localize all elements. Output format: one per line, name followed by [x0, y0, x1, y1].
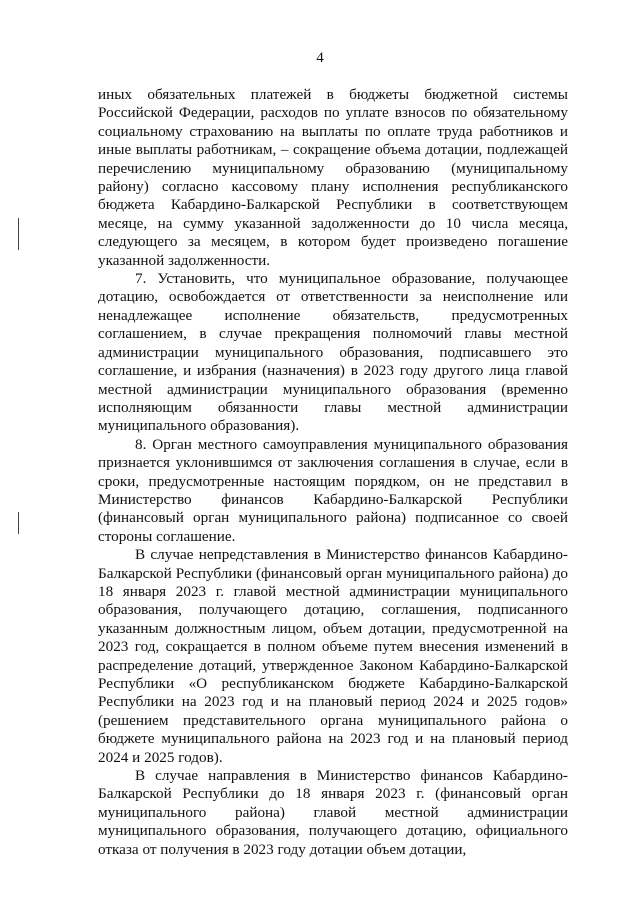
paragraph-continuation: иных обязательных платежей в бюджеты бюджетной системы Российской Федерации, расходов по уплате взносов по обязательному социальному страхованию на выплаты по оплате труда работников и иные выплаты работникам, – сокращение объема дотации, подлежащей перечислению муниципальному образованию (муниципальному району) согласно кассовому плану исполнения республиканского бюджета Кабардино-Балкарской Республики в соответствующем месяце, на сумму указанной задолженности до 10 числа месяца, следующего за месяцем, в котором будет произведено погашение указанной задолженности. [98, 86, 568, 269]
margin-mark [18, 218, 19, 250]
page-number: 4 [316, 50, 324, 66]
paragraph-refusal: В случае направления в Министерство финансов Кабардино-Балкарской Республики до 18 января 2023 г. (финансовый орган муниципального района) главой местной администрации муниципального образования, получающего дотацию, официального отказа от получения в 2023 году дотации объем дотации, [98, 767, 568, 858]
paragraph-item-8: 8. Орган местного самоуправления муниципального образования признается уклонившимся от заключения соглашения в случае, если в сроки, предусмотренные настоящим порядком, он не представил в Министерство финансов Кабардино-Балкарской Республики (финансовый орган муниципального района) подписанное со своей стороны соглашение. [98, 435, 568, 545]
margin-mark [18, 512, 19, 534]
paragraph-item-7: 7. Установить, что муниципальное образование, получающее дотацию, освобождается от ответственности за неисполнение или ненадлежащее исполнение обязательств, предусмотренных соглашением, в случае прекращения полномочий главы местной администрации муниципального образования, подписавшего это соглашение, и избрания (назначения) в 2023 году другого лица главой местной администрации муниципального образования (временно исполняющим обязанности главы местной администрации муниципального образования). [98, 270, 568, 435]
paragraph-non-submission: В случае непредставления в Министерство финансов Кабардино-Балкарской Республики (финансовый орган муниципального района) до 18 января 2023 г. главой местной администрации муниципального образования, получающего дотацию, соглашения, подписанного указанным должностным лицом, объем дотации, предусмотренной на 2023 год, сокращается в полном объеме путем внесения изменений в распределение дотаций, утвержденное Законом Кабардино-Балкарской Республики «О республиканском бюджете Кабардино-Балкарской Республики на 2023 год и на плановый период 2024 и 2025 годов» (решением представительного органа муниципального района о бюджете муниципального района на 2023 год и на плановый период 2024 и 2025 годов). [98, 546, 568, 766]
document-body [98, 86, 568, 859]
